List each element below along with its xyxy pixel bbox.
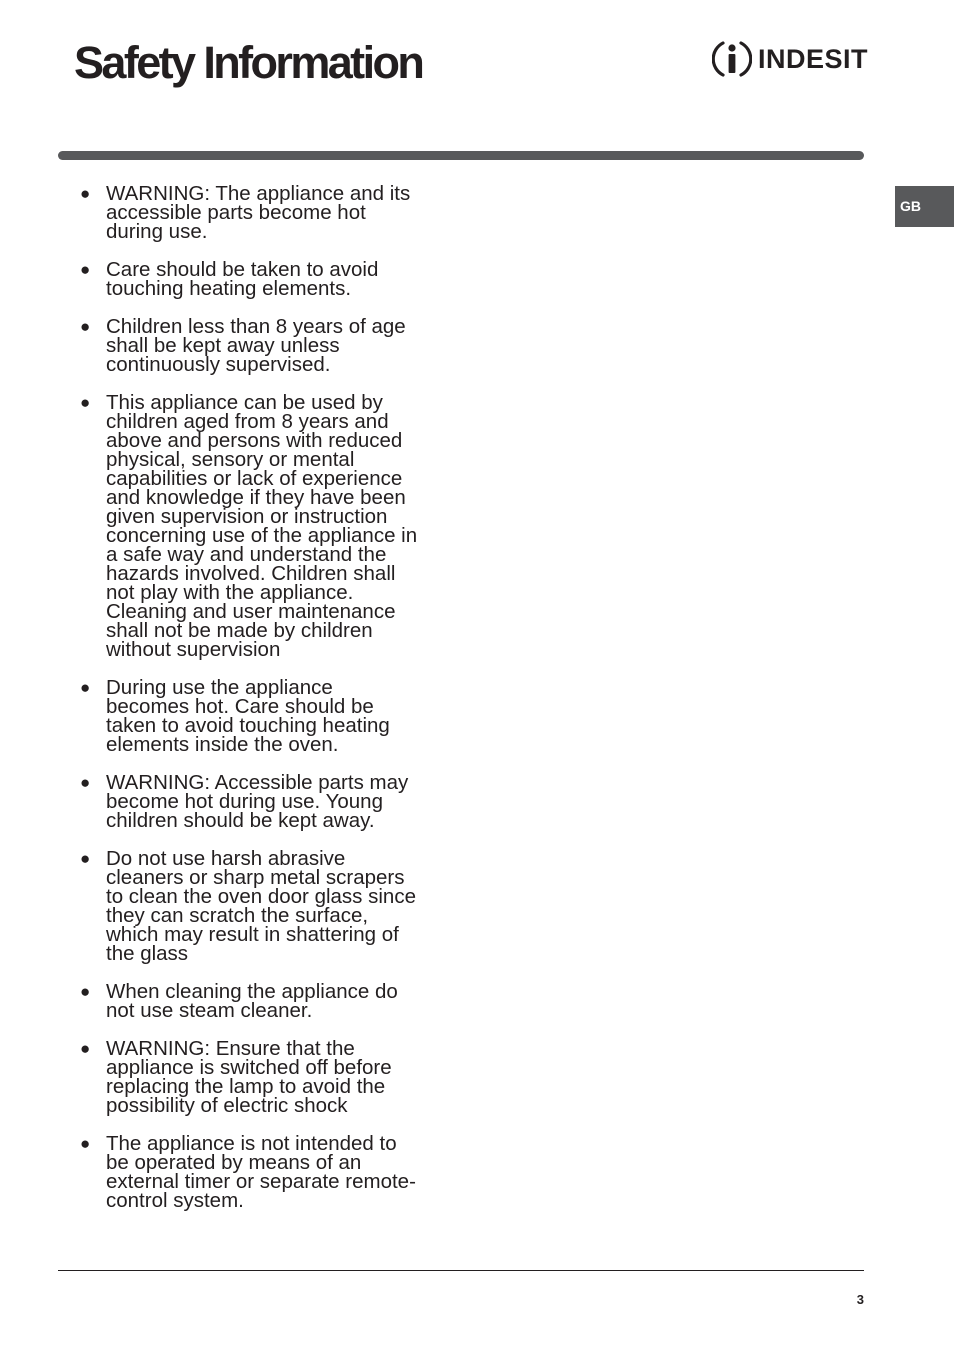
bullet-icon: ● bbox=[80, 678, 91, 697]
list-item bbox=[78, 184, 450, 241]
list-item-text: Care should be taken to avoid touching heating elements. bbox=[106, 258, 379, 300]
footer-divider bbox=[58, 1270, 864, 1271]
language-tab: GB bbox=[895, 186, 954, 227]
list-item-text: This appliance can be used by children aged from 8 years and above and persons with reduced physical, sensory or mental capabilities or lack of experience and knowledge if they have been given supervision or instruction concerning use of the appliance in a safe way and understand the hazards involved. Children shall not play with the appliance. Cleaning and user maintenance shall not be made by children without supervision bbox=[106, 391, 418, 661]
brand-logo bbox=[712, 38, 868, 80]
list-item bbox=[78, 1039, 450, 1115]
bullet-icon: ● bbox=[80, 849, 91, 868]
list-item bbox=[78, 1134, 450, 1210]
bullet-icon: ● bbox=[80, 317, 91, 336]
list-item bbox=[78, 393, 450, 659]
list-item-text: WARNING: Accessible parts may become hot during use. Young children should be kept away. bbox=[106, 771, 409, 832]
list-item-text: Do not use harsh abrasive cleaners or sharp metal scrapers to clean the oven door glass since they can scratch the surface, which may result in shattering of the glass bbox=[106, 847, 416, 965]
bullet-icon: ● bbox=[80, 393, 91, 412]
bullet-icon: ● bbox=[80, 260, 91, 279]
page-title: Safety Information bbox=[74, 37, 423, 88]
list-item bbox=[78, 678, 450, 754]
bullet-icon: ● bbox=[80, 773, 91, 792]
list-item bbox=[78, 773, 450, 830]
list-item-text: WARNING: The appliance and its accessible parts become hot during use. bbox=[106, 182, 411, 243]
bullet-icon: ● bbox=[80, 1134, 91, 1153]
list-item bbox=[78, 982, 450, 1020]
bullet-icon: ● bbox=[80, 1039, 91, 1058]
list-item-text: WARNING: Ensure that the appliance is switched off before replacing the lamp to avoid the possibility of electric shock bbox=[106, 1037, 392, 1117]
list-item-text: During use the appliance becomes hot. Care should be taken to avoid touching heating elements inside the oven. bbox=[106, 676, 390, 756]
list-item-text: Children less than 8 years of age shall be kept away unless continuously supervised. bbox=[106, 315, 406, 376]
list-item-text: When cleaning the appliance do not use steam cleaner. bbox=[106, 980, 398, 1022]
list-item bbox=[78, 849, 450, 963]
list-item bbox=[78, 317, 450, 374]
safety-list bbox=[78, 184, 450, 1229]
indesit-logo-icon bbox=[712, 38, 752, 80]
bullet-icon: ● bbox=[80, 982, 91, 1001]
page-number: 3 bbox=[856, 1292, 864, 1307]
brand-name: INDESIT bbox=[758, 44, 869, 74]
list-item bbox=[78, 260, 450, 298]
header-divider-bar bbox=[58, 151, 864, 160]
bullet-icon: ● bbox=[80, 184, 91, 203]
list-item-text: The appliance is not intended to be operated by means of an external timer or separate remote- control system. bbox=[106, 1132, 416, 1212]
